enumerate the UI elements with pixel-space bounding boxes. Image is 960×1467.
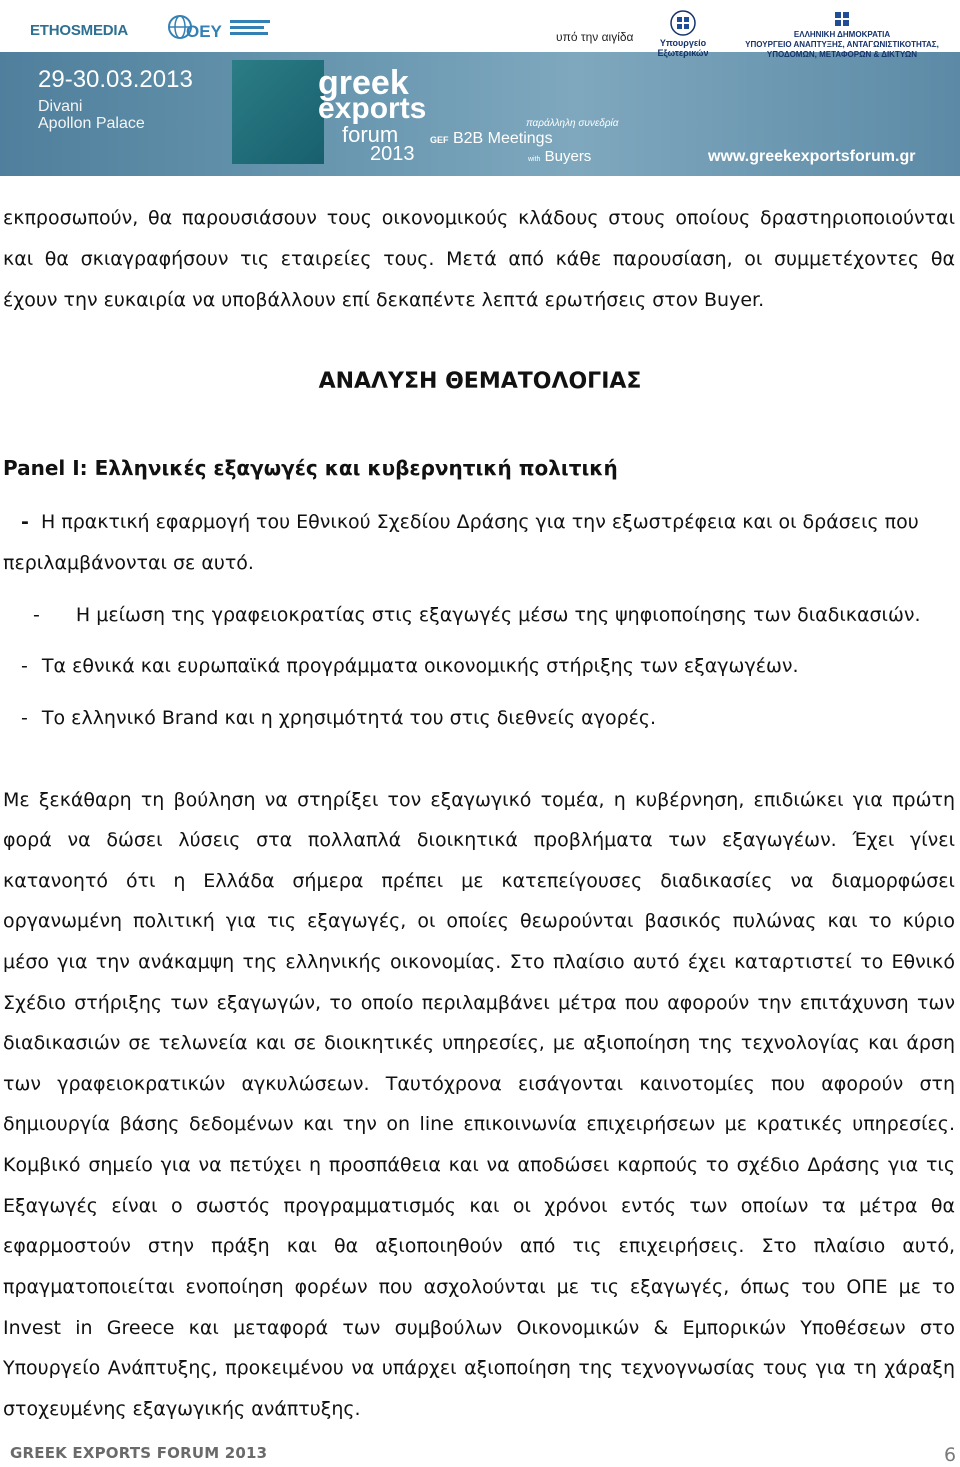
dash-marker: - [21,707,28,729]
forum-logo-exports: exports [318,92,427,125]
dash-marker: - [21,511,29,533]
dash-marker: - [21,655,28,677]
panel-item-text: Η μείωση της γραφειοκρατίας στις εξαγωγές μέσω της ψηφιοποίησης των διαδικασιών. [75,604,921,626]
forum-logo-year: 2013 [370,143,415,165]
body-line: των γραφειοκρατικών αγκυλώσεων. Ταυτόχρονα εισάγονται καινοτομίες που αφορούν στη [3,1073,955,1095]
panel-title: Panel I: Ελληνικές εξαγωγές και κυβερνητική πολιτική [3,456,618,480]
panel-item [3,654,955,678]
event-date: 29-30.03.2013 [38,66,193,93]
gef-label: GEF [430,135,449,145]
panel-item-continued: περιλαμβάνονται σε αυτό. [3,552,254,574]
body-line: Invest in Greece και μεταφορά των συμβούλων Οικονομικών & Εμπορικών Υποθέσεων στο [3,1317,955,1339]
ministry-development [730,10,954,60]
oey-logo-text: ΟΕΥ [186,22,222,41]
parallel-session-label: παράλληλη συνεδρία [526,118,619,129]
header-banner [0,0,960,176]
panel-item-text: Τα εθνικά και ευρωπαϊκά προγράμματα οικονομικής στήριξης των εξαγωγέων. [41,655,799,677]
ministry-development-line3: ΥΠΟΔΟΜΩΝ, ΜΕΤΑΦΟΡΩΝ & ΔΙΚΤΥΩΝ [766,50,918,59]
body-line: Κομβικό σημείο για να πετύχει η προσπάθεια και να αποδώσει καρπούς το σχέδιο Δράσης για τις [3,1154,955,1176]
body-line: μέσο για την ανάκαμψη της ελληνικής οικονομίας. Στο πλαίσιο αυτό έχει καταρτιστεί το Εθνικό [3,951,955,973]
panel-item-text: Η πρακτική εφαρμογή του Εθνικού Σχεδίου Δράσης για την εξωστρέφεια και οι δράσεις που [40,511,919,533]
body-line: Εξαγωγές είναι ο σωστός προγραμματισμός και οι χρόνοι εντός των οποίων τα μέτρα θα [3,1195,955,1217]
body-line: πραγματοποιείται ενοποίηση φορέων που ασχολούνται με τις εξαγωγές, όπως του ΟΠΕ με το [3,1276,955,1298]
b2b-meetings-label [430,130,553,148]
greek-emblem-icon [832,10,852,28]
forum-logo-block [232,60,324,164]
body-line: Σχέδιο στήριξης των εξαγωγών, το οποίο περιλαμβάνει μέτρα που αφορούν την επιτάχυνση των [3,992,955,1014]
footer-title: GREEK EXPORTS FORUM 2013 [10,1444,268,1462]
buyers-word: Buyers [544,148,592,165]
body-line: οργανωμένη πολιτική για τις εξαγωγές, οι οποίες θεωρούνται βασικός πυλώνας και το κύριο [3,910,955,932]
dash-marker: - [33,604,40,626]
website-url: www.greekexportsforum.gr [708,148,916,165]
body-line: στοχευμένης εξαγωγικής ανάπτυξης. [3,1398,361,1420]
section-heading: ΑΝΑΛΥΣΗ ΘΕΜΑΤΟΛΟΓΙΑΣ [318,369,642,394]
intro-line: και θα σκιαγραφήσουν τις εταιρείες τους. Μετά από κάθε παρουσίαση, οι συμμετέχοντες θα [3,248,955,270]
patronage-label: υπό την αιγίδα [556,30,634,44]
ministry-development-line2: ΥΠΟΥΡΓΕΙΟ ΑΝΑΠΤΥΞΗΣ, ΑΝΤΑΓΩΝΙΣΤΙΚΟΤΗΤΑΣ, [745,40,939,49]
body-line: διαδικασιών σε τελωνεία και σε διοικητικές υπηρεσίες, με αξιοποίηση της τεχνολογίας και άρση [3,1032,955,1054]
panel-item-text: Το ελληνικό Brand και η χρησιμότητά του στις διεθνείς αγορές. [41,707,657,729]
panel-item [3,510,955,534]
ministry-development-line1: ΕΛΛΗΝΙΚΗ ΔΗΜΟΚΡΑΤΙΑ [793,30,891,39]
intro-line: εκπροσωπούν, θα παρουσιάσουν τους οικονομικούς κλάδους στους οποίους δραστηριοποιούνται [3,207,955,229]
ministry-foreign-affairs-label: Υπουργείο Εξωτερικών [657,38,709,58]
body-line: εφαρμοστούν στην πράξη και θα αξιοποιηθούν από τις επιχειρήσεις. Στο πλαίσιο αυτό, [3,1235,955,1257]
with-label: with [528,156,541,163]
body-line: δημιουργία βάσης δεδομένων και την on line επικοινωνία επιχειρήσεων με κρατικές υπηρεσίες. [3,1113,955,1135]
forum-logo-greek: greek [318,64,409,102]
ethos-media-logo: ETHOSMEDIA [30,22,129,39]
venue-line1: Divani [38,98,83,115]
ministry-foreign-affairs [638,10,728,58]
b2b-label: B2B Meetings [452,130,553,147]
panel-item [3,603,955,627]
venue-line2: Apollon Palace [38,115,145,132]
body-line: φορά να δώσει λύσεις στα πολλαπλά διοικητικά προβλήματα των εξαγωγέων. Έχει γίνει [3,829,955,851]
buyers-label [528,148,591,165]
body-line: Με ξεκάθαρη τη βούληση να στηρίξει τον εξαγωγικό τομέα, η κυβέρνηση, επιδιώκει για πρώτη [3,789,955,811]
body-line: Υπουργείο Ανάπτυξης, προκειμένου να υπάρχει αξιοποίηση της τεχνογνωσίας τους για τη χάραξη [3,1357,955,1379]
event-venue [38,98,198,132]
intro-line: έχουν την ευκαιρία να υποβάλλουν επί δεκαπέντε λεπτά ερωτήσεις στον Buyer. [3,289,765,311]
greek-emblem-icon [670,10,696,36]
forum-logo-forum: forum [342,122,399,147]
body-line: κατανοητό ότι η Ελλάδα σήμερα πρέπει με κατεπείγουσες διαδικασίες να διαμορφώσει [3,870,955,892]
page-number: 6 [944,1444,957,1466]
panel-item [3,706,955,730]
